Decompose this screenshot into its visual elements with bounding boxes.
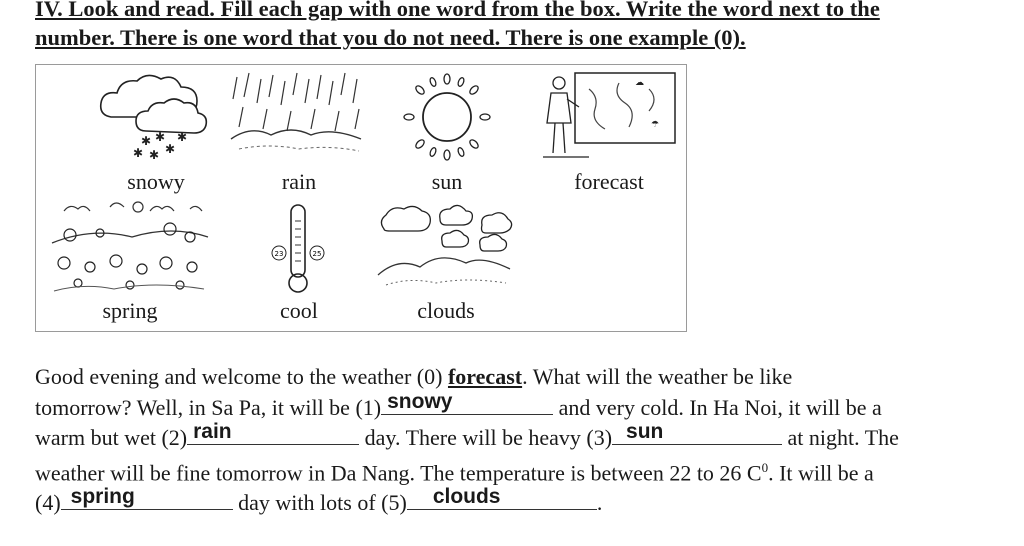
word-box-item-forecast <box>534 69 684 194</box>
answer-blank-1[interactable] <box>381 389 553 415</box>
answer-blank-2[interactable] <box>187 422 359 445</box>
word-box <box>35 64 687 332</box>
svg-text:✱: ✱ <box>141 134 152 148</box>
passage-text: Good evening and welcome to the weather (0) <box>35 364 448 389</box>
passage-line-4 <box>35 453 1000 488</box>
passage-text: . What will the weather be like <box>522 364 793 389</box>
passage-line-1 <box>35 362 1000 392</box>
passage-line-3 <box>35 422 1000 453</box>
forecast-presenter-icon <box>539 69 679 164</box>
svg-text:✱: ✱ <box>133 146 144 160</box>
passage-text: at night. The <box>782 425 899 450</box>
word-box-item-spring <box>50 197 210 323</box>
exercise-instruction <box>35 0 1015 52</box>
clouds-icon <box>376 201 516 297</box>
passage <box>35 362 1000 518</box>
word-box-item-clouds <box>371 201 521 323</box>
snowy-cloud-icon <box>91 69 221 164</box>
thermometer-icon <box>259 201 339 297</box>
passage-text: tomorrow? Well, in Sa Pa, it will be (1) <box>35 394 382 420</box>
passage-text: and very cold. In Ha Noi, it will be a <box>553 394 882 420</box>
passage-text: (4) <box>35 490 61 516</box>
sun-icon <box>397 69 497 164</box>
answer-blank-3[interactable] <box>612 422 782 445</box>
rain-icon <box>229 69 369 164</box>
svg-text:✱: ✱ <box>177 130 188 144</box>
word-sun: sun <box>431 169 463 194</box>
instruction-line-2: number. There is one word that you do not need. There is one example (0). <box>35 25 746 50</box>
svg-text:☂: ☂ <box>651 120 660 130</box>
passage-text: . <box>596 490 603 516</box>
answer-5: clouds <box>432 485 501 509</box>
answer-4: spring <box>70 485 135 509</box>
thermometer-label-left: 23 <box>274 250 284 258</box>
answer-blank-4[interactable] <box>61 487 233 510</box>
word-rain: rain <box>281 169 317 194</box>
passage-line-5 <box>35 487 1000 518</box>
svg-text:✱: ✱ <box>155 130 166 144</box>
spring-flowers-icon <box>50 197 210 295</box>
svg-text:✱: ✱ <box>149 148 160 162</box>
svg-text:☁: ☁ <box>635 78 644 88</box>
word-box-item-cool <box>224 201 374 323</box>
passage-text: . It will be a <box>768 459 874 485</box>
passage-line-2 <box>35 389 1000 423</box>
passage-text: weather will be fine tomorrow in Da Nang. The temperature is between 22 to 26 C <box>35 459 762 485</box>
svg-text:✱: ✱ <box>165 142 176 156</box>
passage-text: warm but wet (2) <box>35 425 188 450</box>
answer-2: rain <box>193 420 232 443</box>
degree-superscript: 0 <box>761 459 769 475</box>
example-answer: forecast <box>447 364 523 389</box>
word-box-item-snowy <box>81 69 231 194</box>
instruction-line-1: IV. Look and read. Fill each gap with one word from the box. Write the word next to the <box>35 0 880 21</box>
word-forecast: forecast <box>574 169 644 194</box>
passage-text: day. There will be heavy (3) <box>359 425 613 450</box>
word-box-item-rain <box>224 69 374 194</box>
answer-3: sun <box>626 420 664 443</box>
answer-blank-5[interactable] <box>407 487 597 510</box>
word-spring: spring <box>102 298 158 323</box>
word-snowy: snowy <box>127 169 185 194</box>
answer-1: snowy <box>387 389 453 413</box>
thermometer-label-right: 25 <box>312 250 322 258</box>
word-cool: cool <box>280 298 318 323</box>
word-clouds: clouds <box>417 298 475 323</box>
passage-text: day with lots of (5) <box>232 490 407 516</box>
word-box-item-sun <box>372 69 522 194</box>
